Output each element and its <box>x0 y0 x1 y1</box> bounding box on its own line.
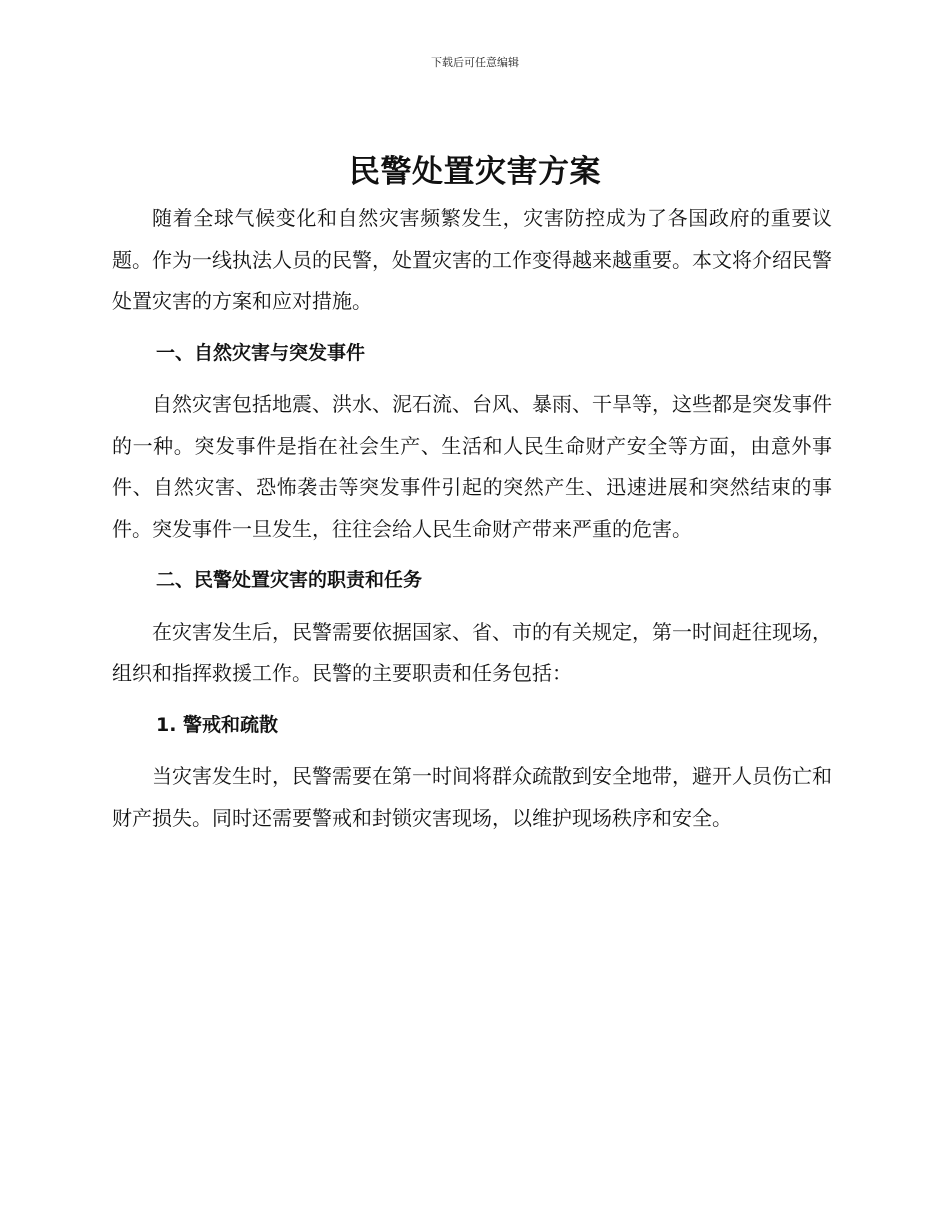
section-2-paragraph: 在灾害发生后，民警需要依据国家、省、市的有关规定，第一时间赶往现场，组织和指挥救援工作。民警的主要职责和任务包括： <box>112 619 832 685</box>
section-1-paragraph: 自然灾害包括地震、洪水、泥石流、台风、暴雨、干旱等，这些都是突发事件的一种。突发事件是指在社会生产、生活和人民生命财产安全等方面，由意外事件、自然灾害、恐怖袭击等突发事件引起的突然产生、迅速进展和突然结束的事件。突发事件一旦发生，往往会给人民生命财产带来严重的危害。 <box>112 392 832 541</box>
intro-paragraph: 随着全球气候变化和自然灾害频繁发生，灾害防控成为了各国政府的重要议题。作为一线执法人员的民警，处置灾害的工作变得越来越重要。本文将介绍民警处置灾害的方案和应对措施。 <box>112 206 832 313</box>
document-body <box>112 198 832 839</box>
section-1-heading: 一、自然灾害与突发事件 <box>156 341 366 364</box>
subsection-1-heading: 1. 警戒和疏散 <box>156 713 279 736</box>
section-2-heading: 二、民警处置灾害的职责和任务 <box>156 569 423 591</box>
page-header-note: 下载后可任意编辑 <box>431 56 519 69</box>
document-title: 民警处置灾害方案 <box>349 154 601 190</box>
subsection-1-paragraph: 当灾害发生时，民警需要在第一时间将群众疏散到安全地带，避开人员伤亡和财产损失。同时还需要警戒和封锁灾害现场，以维护现场秩序和安全。 <box>112 764 832 830</box>
